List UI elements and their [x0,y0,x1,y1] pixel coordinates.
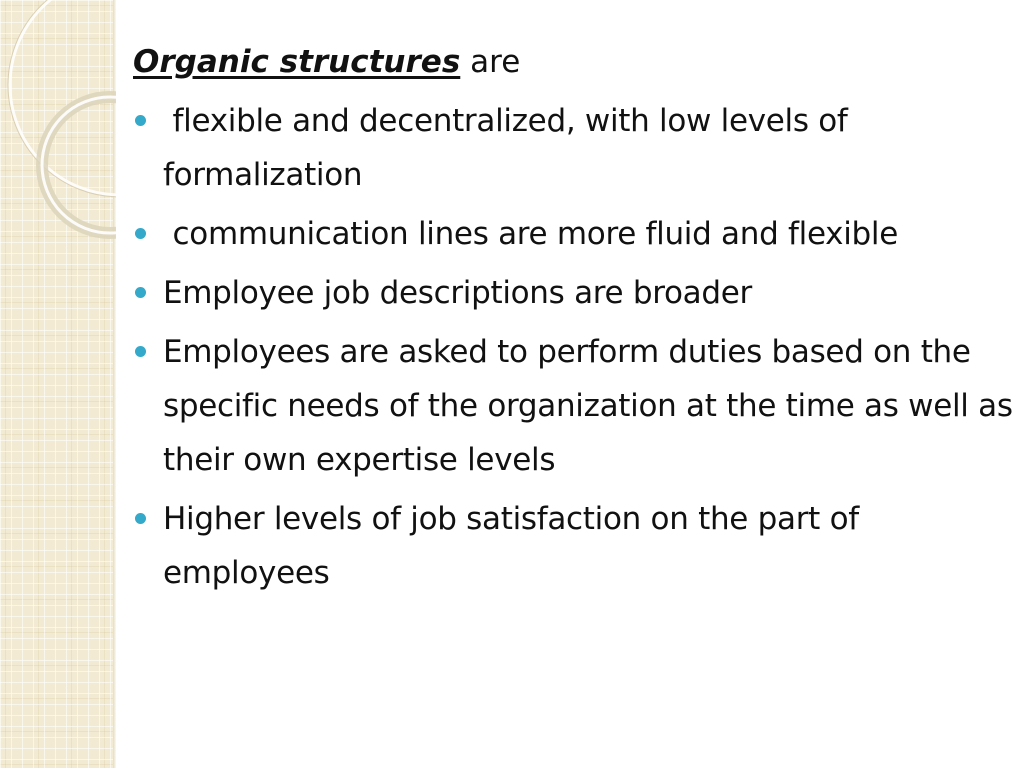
bullet-dot-icon [135,346,146,357]
bullet-text: Employee job descriptions are broader [163,275,752,311]
bullet-dot-icon [135,228,146,239]
bullet-item [133,266,1013,320]
bullet-text: Employees are asked to perform duties based on the specific needs of the organization at the time as well as their own expertise levels [163,334,1013,478]
slide-content [133,40,1013,605]
heading-rest: are [460,44,521,80]
bullet-dot-icon [135,513,146,524]
bullet-dot-icon [135,287,146,298]
bullet-text: Higher levels of job satisfaction on the part of employees [163,501,859,591]
bullet-dot-icon [135,115,146,126]
decorative-rings [0,0,116,260]
bullet-list [133,94,1013,600]
bullet-item [133,492,1013,600]
bullet-item [133,207,1013,261]
heading-term: Organic structures [133,44,461,80]
bullet-text: communication lines are more fluid and flexible [163,216,899,252]
slide-heading [133,40,1013,84]
bullet-item [133,94,1013,202]
bullet-item [133,325,1013,487]
bullet-text: flexible and decentralized, with low levels of formalization [163,103,848,193]
